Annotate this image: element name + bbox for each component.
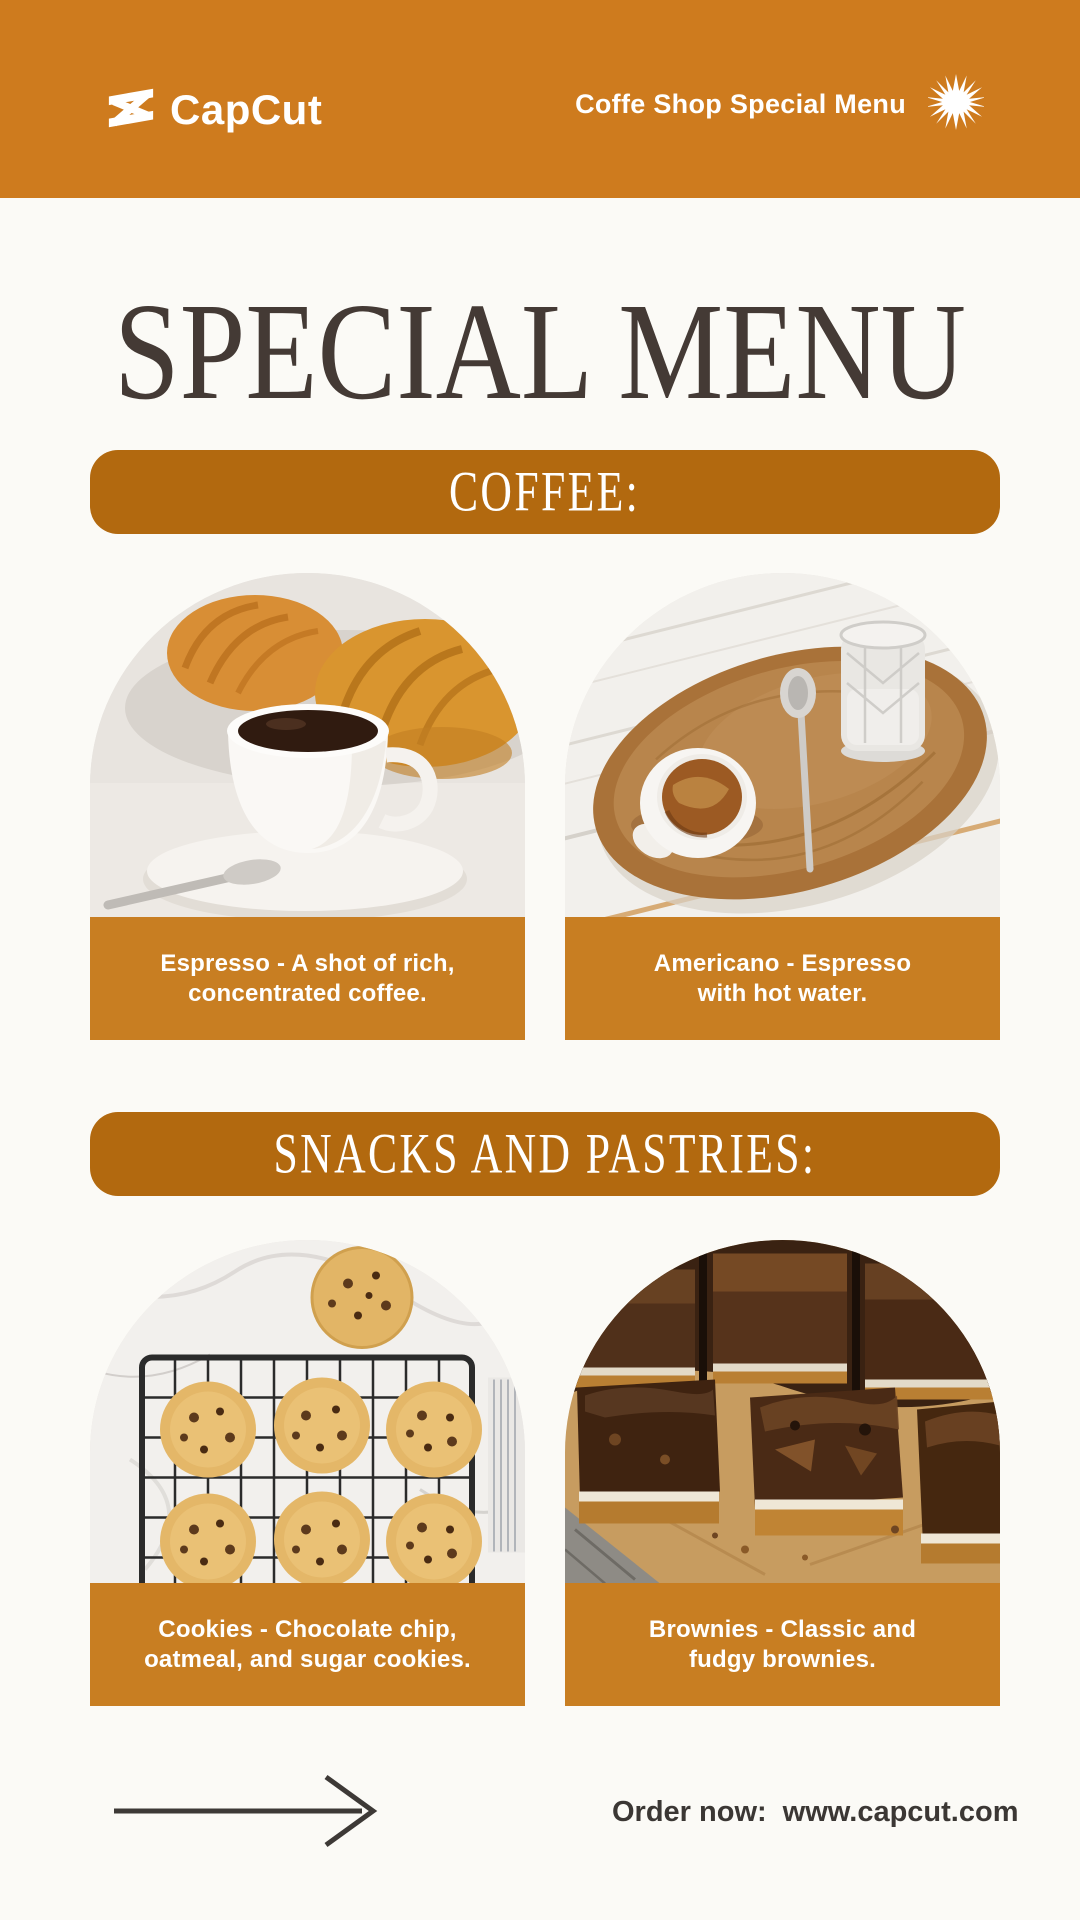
brownies-caption: [565, 1583, 1000, 1706]
starburst-icon: [928, 74, 984, 135]
cookies-caption-line2: oatmeal, and sugar cookies.: [144, 1645, 471, 1673]
header-bar: [0, 0, 1080, 198]
brownies-photo: [565, 1240, 1000, 1583]
section-banner-snacks-label: SNACKS AND PASTRIES:: [273, 1122, 817, 1186]
header-tagline: Coffe Shop Special Menu: [575, 88, 906, 119]
arrow-right-icon: [112, 1772, 380, 1850]
espresso-caption: [90, 917, 525, 1040]
website-link[interactable]: www.capcut.com: [782, 1796, 1019, 1828]
espresso-caption-line1: Espresso - A shot of rich,: [160, 949, 455, 977]
brownies-caption-line1: Brownies - Classic and: [648, 1615, 917, 1643]
order-now-label: Order now:: [612, 1796, 767, 1828]
americano-caption-line2: with hot water.: [697, 979, 868, 1007]
page-title: [0, 282, 1080, 432]
page-title-text: SPECIAL MENU: [114, 282, 966, 429]
cookies-photo: [90, 1240, 525, 1583]
americano-photo: [565, 573, 1000, 917]
capcut-logo-icon: [106, 87, 156, 134]
americano-caption: [565, 917, 1000, 1040]
brownies-caption-line2: fudgy brownies.: [688, 1645, 876, 1673]
espresso-photo: [90, 573, 525, 917]
section-banner-snacks: [90, 1112, 1000, 1196]
section-banner-coffee-label: COFFEE:: [449, 460, 641, 524]
order-now: [612, 1796, 1018, 1829]
cookies-caption: [90, 1583, 525, 1706]
cookies-caption-line1: Cookies - Chocolate chip,: [158, 1615, 457, 1643]
capcut-brand: [106, 86, 322, 134]
espresso-caption-line2: concentrated coffee.: [188, 979, 427, 1007]
brand-name: CapCut: [170, 86, 323, 133]
americano-caption-line1: Americano - Espresso: [653, 949, 912, 977]
section-banner-coffee: [90, 450, 1000, 534]
